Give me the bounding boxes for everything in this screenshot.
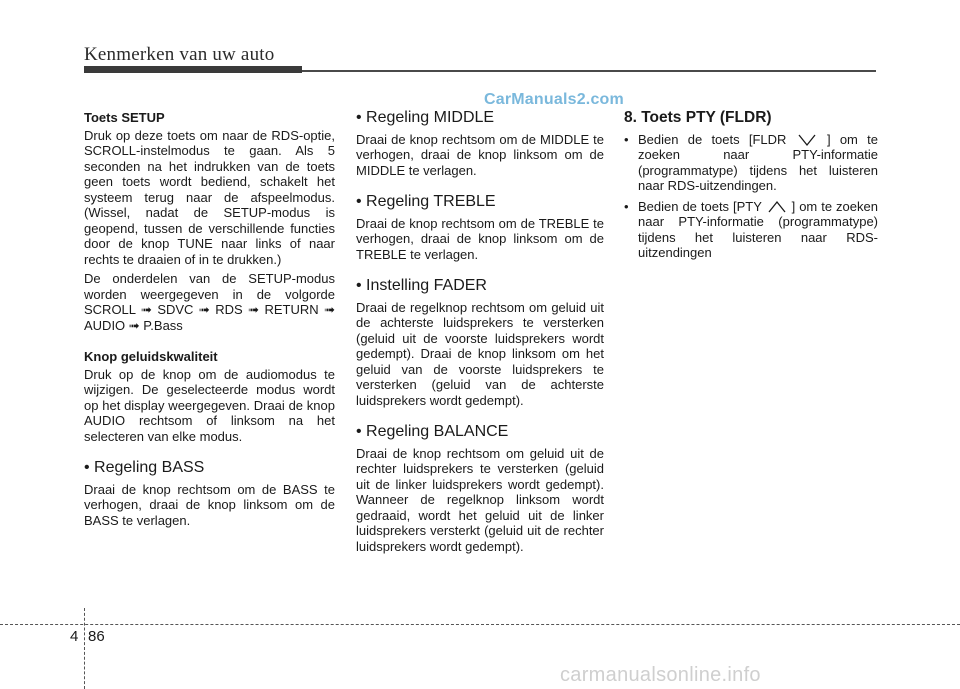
treble-paragraph: Draai de knop rechtsom om de TREBLE te verhogen, draai de knop linksom om de TREBLE te verlagen. — [356, 215, 604, 262]
sound-quality-title: Knop geluidskwaliteit — [84, 349, 218, 364]
bass-paragraph: Draai de knop rechtsom om de BASS te verhogen, draai de knop linksom om de BASS te verlagen. — [84, 481, 335, 528]
header-bar-dark — [84, 66, 302, 73]
spacer — [84, 337, 335, 349]
pty-bullet-pty — [624, 199, 878, 261]
chapter-number: 4 — [70, 628, 79, 645]
fader-title: • Instelling FADER — [356, 277, 487, 294]
footer-dashed-line — [0, 624, 960, 625]
chevron-up-icon — [766, 200, 788, 214]
header-bar-line — [302, 70, 876, 72]
bullet-dot: • — [624, 131, 629, 147]
footer-vertical-line — [84, 608, 85, 689]
fader-paragraph: Draai de regelknop rechtsom om geluid uit de achterste luidsprekers te versterken (geluid uit de voorste luidsprekers wordt gedempt). Draai de knop linksom om het geluid van de voorste luidsprekers te versterken (geluid van de achterste luidsprekers wordt gedempt). — [356, 299, 604, 408]
column-1 — [84, 110, 335, 532]
balance-paragraph: Draai de knop rechtsom om geluid uit de rechter luidsprekers te versterken (geluid uit de linker luidsprekers wordt gedempt). Wanneer de regelknop linksom wordt gedraaid, wordt het geluid uit de linker luidsprekers versterkt (geluid uit de rechter luidsprekers wordt gedempt). — [356, 445, 604, 554]
watermark-bottom: carmanualsonline.info — [560, 664, 761, 686]
pty-text-pre: Bedien de toets [PTY — [638, 198, 762, 214]
header-title: Kenmerken van uw auto — [84, 44, 275, 65]
watermark-top: CarManuals2.com — [484, 91, 624, 108]
pty-bullet-fldr — [624, 132, 878, 194]
chevron-down-icon — [796, 133, 818, 147]
setup-paragraph-1: Druk op deze toets om naar de RDS-optie, SCROLL-instelmodus te gaan. Als 5 seconden na het indrukken van de toets geen toets wordt bediend, schakelt het systeem terug naar de afspeelmodus. (Wissel, nadat de SETUP-modus is geopend, tussen de verschillende functies door de knop TUNE naar links of naar rechts te draaien of in te drukken.) — [84, 127, 335, 267]
column-2 — [356, 110, 604, 558]
middle-paragraph: Draai de knop rechtsom om de MIDDLE te verhogen, draai de knop linksom om de MIDDLE te verlagen. — [356, 131, 604, 178]
middle-title: • Regeling MIDDLE — [356, 109, 495, 126]
treble-title: • Regeling TREBLE — [356, 193, 496, 210]
fldr-text-pre: Bedien de toets [FLDR — [638, 131, 787, 147]
balance-title: • Regeling BALANCE — [356, 423, 509, 440]
pty-text-post: ] om te zoeken naar PTY-informatie (programmatype) tijdens het luisteren naar RDS-uitzendingen — [638, 198, 878, 261]
column-3 — [624, 110, 878, 266]
pty-section-title: 8. Toets PTY (FLDR) — [624, 109, 772, 126]
setup-paragraph-2: De onderdelen van de SETUP-modus worden weergegeven in de volgorde SCROLL ➟ SDVC ➟ RDS ➟ RETURN ➟ AUDIO ➟ P.Bass — [84, 271, 335, 333]
sound-quality-paragraph: Druk op de knop om de audiomodus te wijzigen. De geselecteerde modus wordt op het display weergegeven. Draai de knop AUDIO rechtsom of linksom na het selecteren van elke modus. — [84, 366, 335, 444]
bass-title: • Regeling BASS — [84, 459, 205, 476]
fldr-text-post: ] om te zoeken naar PTY-informatie (programmatype) tijdens het luisteren naar RDS-uitzendingen. — [638, 131, 878, 194]
setup-title: Toets SETUP — [84, 110, 165, 125]
page-number: 86 — [88, 628, 105, 645]
bullet-dot: • — [624, 198, 629, 214]
